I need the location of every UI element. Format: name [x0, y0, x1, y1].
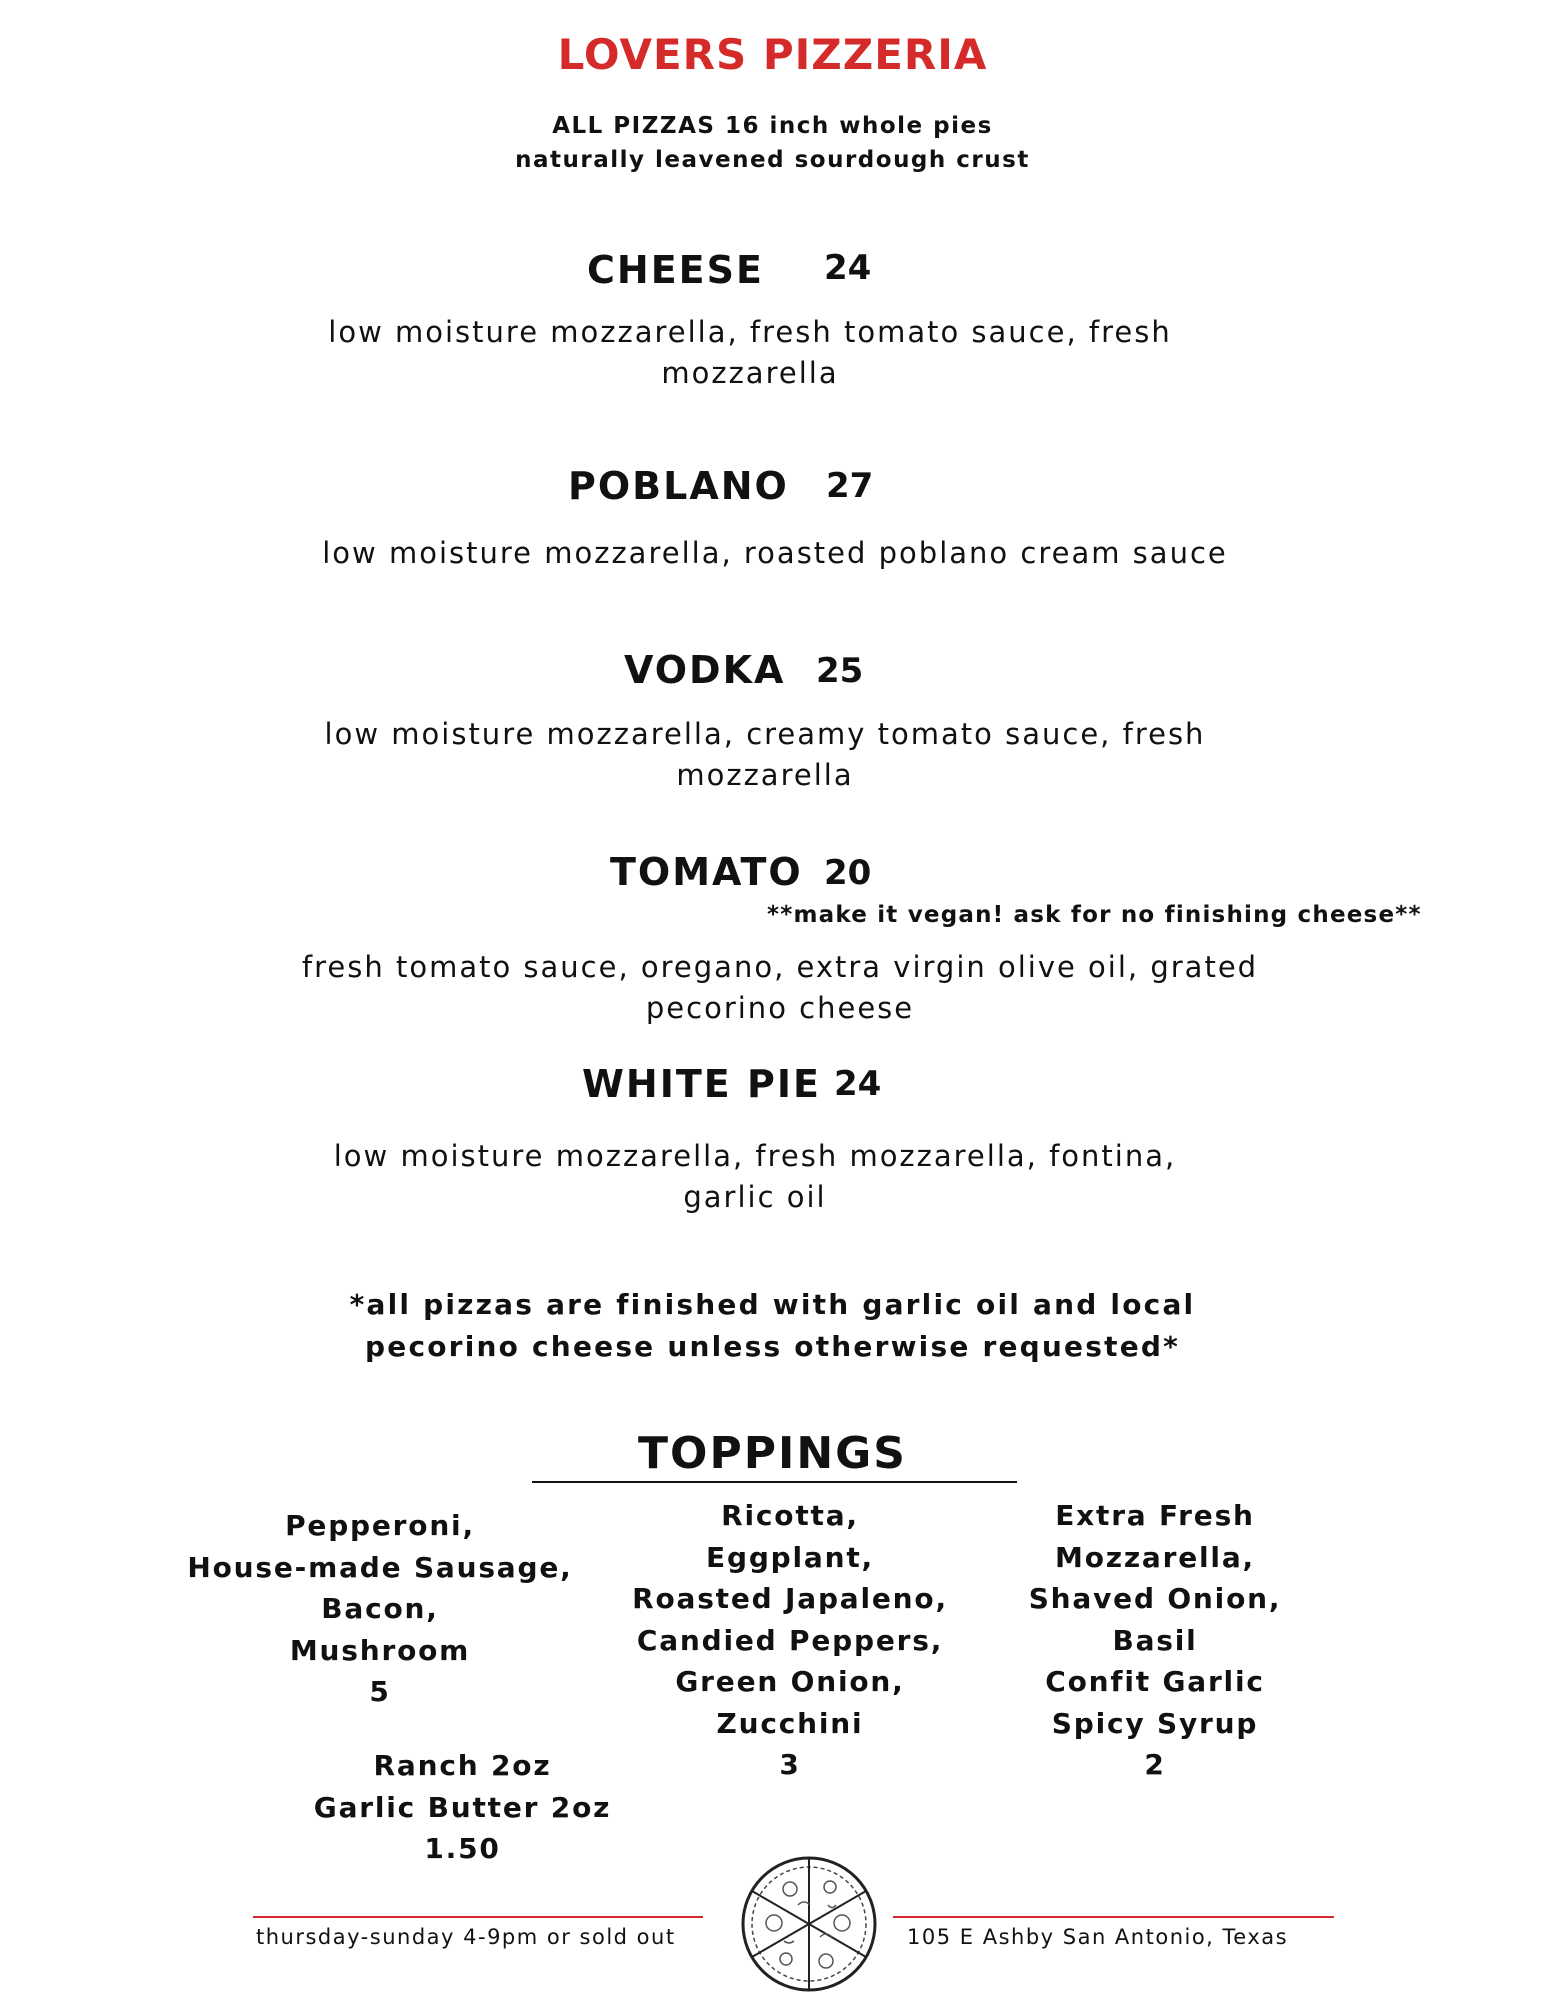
- topping-item: Shaved Onion,: [1028, 1582, 1282, 1615]
- toppings-column-2: [600, 1495, 980, 1786]
- topping-item: Basil: [1112, 1623, 1198, 1657]
- topping-item: Green Onion,: [675, 1665, 905, 1698]
- topping-item: Garlic Butter 2oz: [313, 1790, 612, 1824]
- topping-item: Eggplant,: [706, 1540, 874, 1574]
- footer-rule-left: [253, 1916, 703, 1918]
- desc-line: low moisture mozzarella, creamy tomato sauce, fresh: [324, 717, 1206, 751]
- pizza-desc-white-pie: [200, 1136, 1310, 1218]
- footer-address: 105 E Ashby San Antonio, Texas: [907, 1925, 1289, 1949]
- topping-item: Roasted Japaleno,: [632, 1582, 948, 1615]
- toppings-column-1: [170, 1505, 590, 1713]
- topping-item: Extra Fresh: [1055, 1499, 1255, 1532]
- topping-item: Mushroom: [289, 1633, 471, 1667]
- desc-line: pecorino cheese: [645, 991, 915, 1025]
- subtitle-size: ALL PIZZAS 16 inch whole pies: [552, 113, 993, 139]
- toppings-column-3: [1000, 1495, 1310, 1786]
- toppings-column-1-extras: [300, 1745, 625, 1870]
- pizza-desc-tomato: [200, 947, 1360, 1029]
- pizza-name-white-pie: WHITE PIE: [582, 1062, 821, 1106]
- topping-item: Candied Peppers,: [636, 1623, 944, 1657]
- topping-item: Zucchini: [716, 1706, 864, 1740]
- restaurant-title: LOVERS PIZZERIA: [557, 30, 988, 79]
- topping-price: 3: [779, 1748, 801, 1781]
- topping-item: House-made Sausage,: [187, 1550, 573, 1584]
- pizza-name-poblano: POBLANO: [568, 464, 789, 508]
- topping-price: 2: [1144, 1748, 1166, 1781]
- desc-line: garlic oil: [683, 1180, 827, 1214]
- pizza-name-tomato: TOMATO: [610, 850, 803, 894]
- topping-item: Mozzarella,: [1055, 1540, 1255, 1574]
- pizza-price-poblano: 27: [826, 466, 874, 506]
- finishing-note: [0, 1284, 1545, 1368]
- toppings-heading: TOPPINGS: [638, 1428, 907, 1479]
- desc-line: mozzarella: [661, 356, 839, 390]
- topping-price: 1.50: [424, 1832, 501, 1865]
- topping-item: Pepperoni,: [285, 1509, 475, 1542]
- pizza-logo-icon: [738, 1853, 880, 1995]
- pizza-name-vodka: VODKA: [624, 648, 786, 692]
- pizza-desc-cheese: [200, 312, 1300, 394]
- desc-line: low moisture mozzarella, fresh tomato sauce, fresh: [328, 315, 1172, 349]
- topping-item: Spicy Syrup: [1051, 1706, 1259, 1740]
- desc-line: low moisture mozzarella, roasted poblano cream sauce: [322, 536, 1228, 570]
- pizza-name-cheese: CHEESE: [587, 248, 764, 292]
- desc-line: low moisture mozzarella, fresh mozzarella, fontina,: [333, 1139, 1177, 1173]
- toppings-underline: [532, 1481, 1017, 1483]
- pizza-desc-poblano: [200, 533, 1350, 574]
- topping-item: Confit Garlic: [1045, 1665, 1265, 1698]
- topping-item: Bacon,: [321, 1592, 439, 1625]
- topping-price: 5: [369, 1675, 391, 1708]
- footer-rule-right: [893, 1916, 1334, 1918]
- pizza-price-vodka: 25: [816, 651, 864, 691]
- pizza-price-white-pie: 24: [834, 1064, 882, 1104]
- vegan-note: **make it vegan! ask for no finishing cheese**: [767, 902, 1422, 928]
- finishing-note-line: *all pizzas are finished with garlic oil and local: [349, 1288, 1196, 1321]
- pizza-price-cheese: 24: [824, 248, 872, 288]
- desc-line: fresh tomato sauce, oregano, extra virgin olive oil, grated: [301, 950, 1259, 984]
- topping-item: Ricotta,: [721, 1499, 859, 1532]
- topping-item: Ranch 2oz: [373, 1749, 552, 1782]
- pizza-desc-vodka: [210, 714, 1320, 796]
- footer-hours: thursday-sunday 4-9pm or sold out: [256, 1925, 676, 1949]
- finishing-note-line: pecorino cheese unless otherwise requested*: [365, 1330, 1180, 1363]
- pizza-price-tomato: 20: [824, 853, 872, 893]
- subtitle-crust: naturally leavened sourdough crust: [515, 147, 1030, 173]
- desc-line: mozzarella: [676, 758, 854, 792]
